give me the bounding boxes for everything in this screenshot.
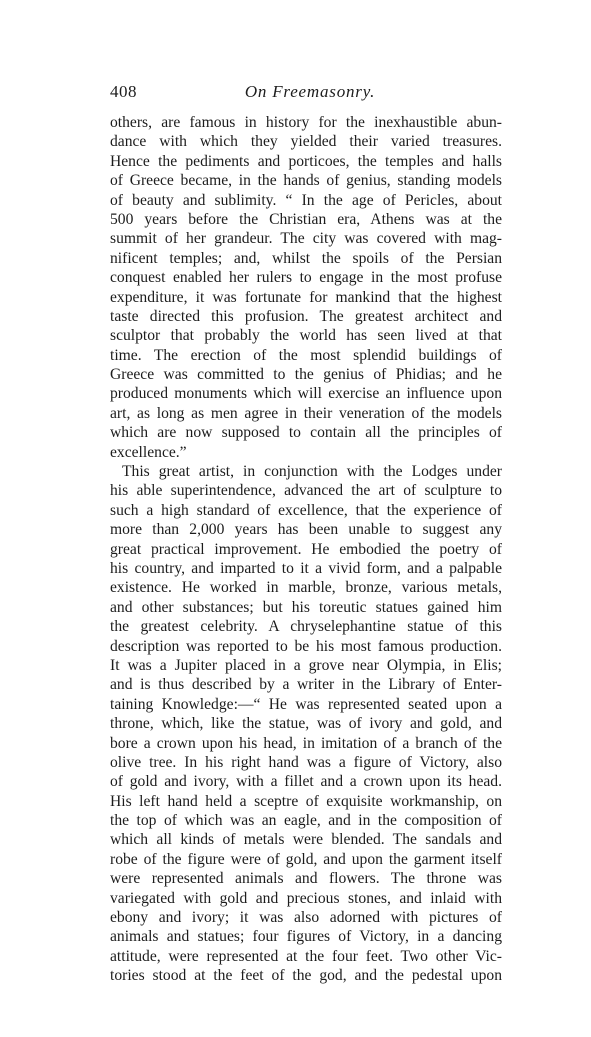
text-line: robe of the figure were of gold, and upon the garment itself <box>110 850 502 868</box>
page-number: 408 <box>110 82 137 101</box>
text-line: animals and statues; four figures of Victory, in a dancing <box>110 928 502 946</box>
text-line: of beauty and sublimity. “ In the age of Pericles, about <box>110 191 502 209</box>
text-line: of gold and ivory, with a fillet and a crown upon its head. <box>110 773 502 791</box>
text-line: expenditure, it was fortunate for mankind that the highest <box>110 288 502 306</box>
text-line: such a high standard of excellence, that the experience of <box>110 501 502 519</box>
text-line: the top of which was an eagle, and in the composition of <box>110 812 502 830</box>
text-line: tories stood at the feet of the god, and the pedestal upon <box>110 967 502 985</box>
text-line: throne, which, like the statue, was of ivory and gold, and <box>110 715 502 733</box>
text-line: Greece was committed to the genius of Phidias; and he <box>110 366 502 384</box>
text-line: others, are famous in history for the inexhaustible abun- <box>110 114 502 131</box>
text-line: of Greece became, in the hands of genius, standing models <box>110 172 502 190</box>
text-line: 500 years before the Christian era, Athens was at the <box>110 210 502 228</box>
text-line: variegated with gold and precious stones, and inlaid with <box>110 889 502 907</box>
text-line: description was reported to be his most famous production. <box>110 637 502 655</box>
text-line: time. The erection of the most splendid buildings of <box>110 346 502 364</box>
text-line: existence. He worked in marble, bronze, various metals, <box>110 579 502 597</box>
text-line: conquest enabled her rulers to engage in the most profuse <box>110 269 502 287</box>
text-line: his able superintendence, advanced the art of sculpture to <box>110 482 502 500</box>
text-line: Hence the pediments and porticoes, the temples and halls <box>110 152 502 170</box>
text-line: more than 2,000 years has been unable to suggest any <box>110 521 502 539</box>
text-line: taining Knowledge:—“ He was represented seated upon a <box>110 695 502 713</box>
text-line: ebony and ivory; it was also adorned with pictures of <box>110 909 502 927</box>
text-line: nificent temples; and, whilst the spoils of the Persian <box>110 249 502 267</box>
text-line: attitude, were represented at the four feet. Two other Vic- <box>110 947 502 965</box>
text-line: It was a Jupiter placed in a grove near Olympia, in Elis; <box>110 656 502 674</box>
text-line: and is thus described by a writer in the Library of Enter- <box>110 676 502 694</box>
text-line: summit of her grandeur. The city was covered with mag- <box>110 230 502 248</box>
running-title: On Freemasonry. <box>244 82 376 101</box>
text-line: were represented animals and flowers. The throne was <box>110 870 502 888</box>
text-line: his country, and imparted to it a vivid form, and a palpable <box>110 559 502 577</box>
text-line: which all kinds of metals were blended. The sandals and <box>110 831 502 849</box>
text-line: olive tree. In his right hand was a figure of Victory, also <box>110 753 502 771</box>
text-line: bore a crown upon his head, in imitation of a branch of the <box>110 734 502 752</box>
text-line: and other substances; but his toreutic statues gained him <box>110 598 502 616</box>
paragraph-first-line: This great artist, in conjunction with the Lodges under <box>122 463 502 481</box>
text-line: produced monuments which will exercise an influence upon <box>110 385 502 403</box>
text-line: dance with which they yielded their varied treasures. <box>110 133 502 151</box>
text-line: taste directed this profusion. The greatest architect and <box>110 307 502 325</box>
running-head <box>110 82 510 104</box>
paragraph-end-line: excellence.” <box>110 443 187 461</box>
text-line: sculptor that probably the world has seen lived at that <box>110 327 502 345</box>
text-line: which are now supposed to contain all the principles of <box>110 424 502 442</box>
text-line: art, as long as men agree in their veneration of the models <box>110 404 502 422</box>
text-line: His left hand held a sceptre of exquisite workmanship, on <box>110 792 502 810</box>
body-text <box>110 113 502 986</box>
text-line: the greatest celebrity. A chryselephantine statue of this <box>110 618 502 636</box>
text-line: great practical improvement. He embodied the poetry of <box>110 540 502 558</box>
